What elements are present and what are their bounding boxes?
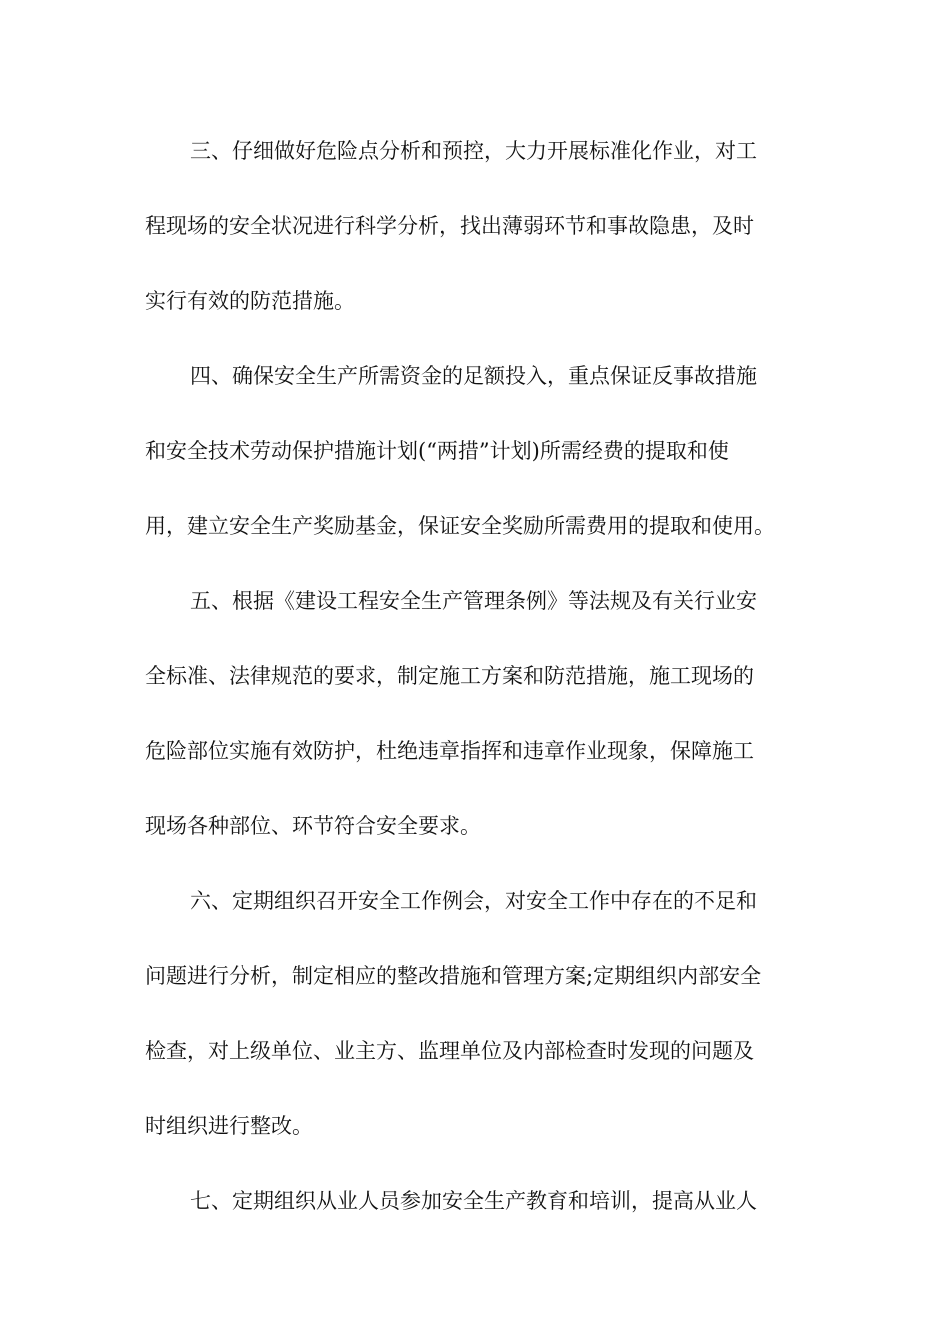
paragraph-5-line-2: 全标准、法律规范的要求，制定施工方案和防范措施，施工现场的 <box>145 664 754 688</box>
paragraph-6-line-3: 检查，对上级单位、业主方、监理单位及内部检查时发现的问题及 <box>145 1039 754 1063</box>
paragraph-3-line-2: 程现场的安全状况进行科学分析，找出薄弱环节和事故隐患，及时 <box>145 214 754 238</box>
paragraph-5-line-1: 五、根据《建设工程安全生产管理条例》等法规及有关行业安 <box>190 589 757 613</box>
paragraph-6-line-2: 问题进行分析，制定相应的整改措施和管理方案;定期组织内部安全 <box>145 964 762 988</box>
paragraph-6-line-1: 六、定期组织召开安全工作例会，对安全工作中存在的不足和 <box>190 889 757 913</box>
paragraph-4-line-1: 四、确保安全生产所需资金的足额投入，重点保证反事故措施 <box>190 364 757 388</box>
paragraph-3-line-1: 三、仔细做好危险点分析和预控，大力开展标准化作业，对工 <box>190 139 757 163</box>
paragraph-4-line-3: 用，建立安全生产奖励基金，保证安全奖励所需费用的提取和使用。 <box>145 514 775 538</box>
paragraph-7-line-1: 七、定期组织从业人员参加安全生产教育和培训，提高从业人 <box>190 1189 757 1213</box>
paragraph-5-line-3: 危险部位实施有效防护，杜绝违章指挥和违章作业现象，保障施工 <box>145 739 754 763</box>
paragraph-4-line-2: 和安全技术劳动保护措施计划(“两措”计划)所需经费的提取和使 <box>145 439 729 463</box>
paragraph-5-line-4: 现场各种部位、环节符合安全要求。 <box>145 814 481 838</box>
paragraph-3-line-3: 实行有效的防范措施。 <box>145 289 355 313</box>
paragraph-6-line-4: 时组织进行整改。 <box>145 1114 313 1138</box>
